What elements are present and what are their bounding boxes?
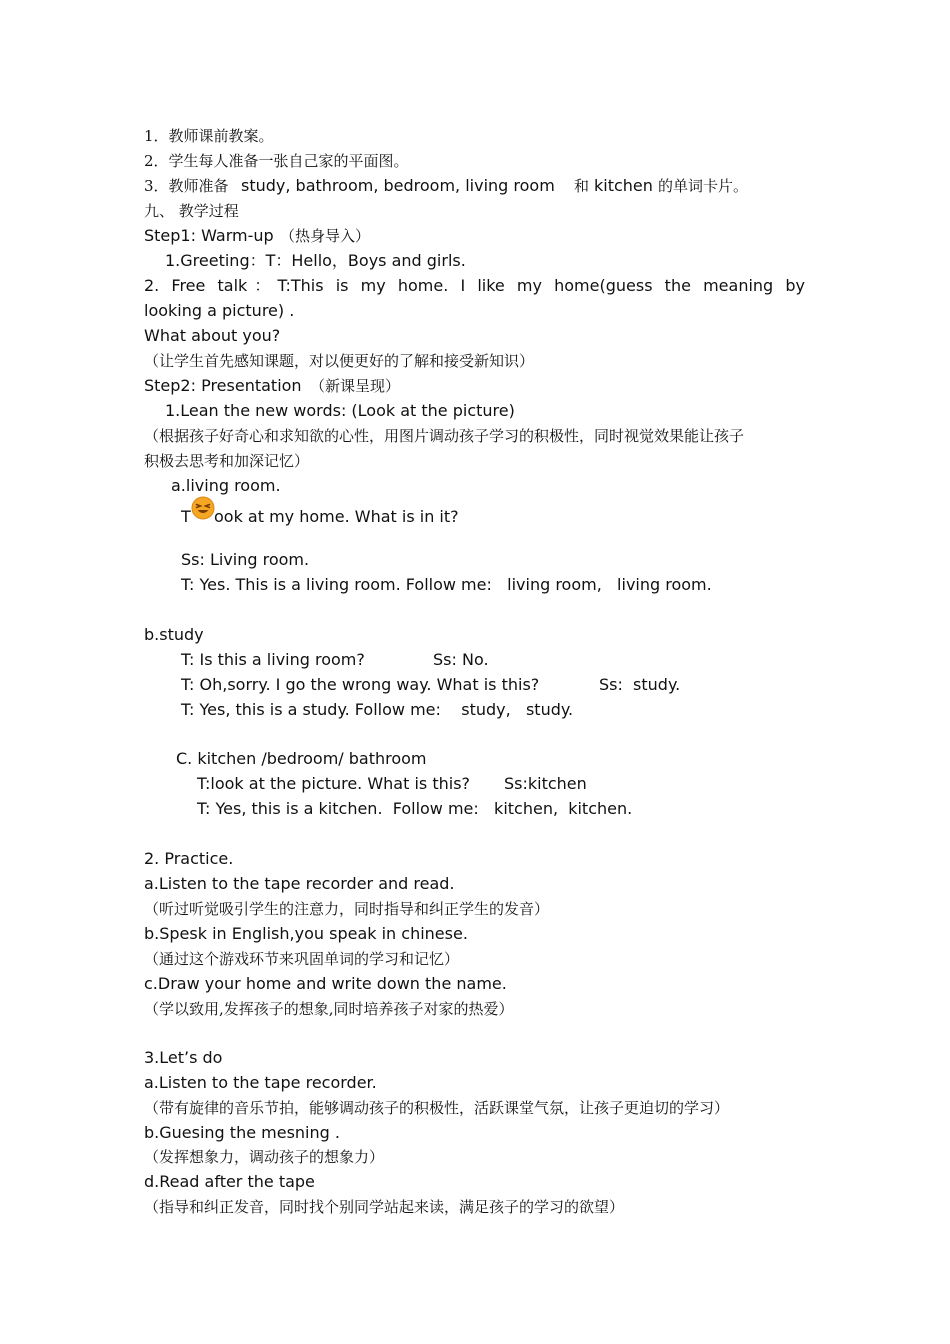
text-line-prep-1: 1．教师课前教案。 [144,127,274,145]
text-line-note-5: （学以致用,发挥孩子的想象,同时培养孩子对家的热爱） [144,1000,514,1018]
text-line-note-6: （带有旋律的音乐节拍，能够调动孩子的积极性，活跃课堂气氛，让孩子更迫切的学习） [144,1099,730,1117]
text-line-t-yes-kitchen: T: Yes, this is a kitchen. Follow me: kitchen, kitchen. [197,799,633,818]
text-line-practice-a: a.Listen to the tape recorder and read. [144,874,455,893]
text-line-note-3: （听过听觉吸引学生的注意力，同时指导和纠正学生的发音） [144,900,550,918]
text-line-t-look-a: T [181,507,191,526]
text-line-step1-cn: （热身导入） [280,227,371,245]
text-line-section-9: 九、 教学过程 [144,202,239,220]
text-line-note-7: （发挥想象力，调动孩子的想象力） [144,1148,385,1166]
text-line-prep-2: 2．学生每人准备一张自己家的平面图。 [144,152,409,170]
text-line-note-2b: 积极去思考和加深记忆） [144,452,310,470]
text-line-note-4: （通过这个游戏环节来巩固单词的学习和记忆） [144,950,460,968]
text-line-prep-3a: 3．教师准备 [144,177,229,195]
grinning-squint-face-icon [191,496,215,520]
text-line-do-a: a.Listen to the tape recorder. [144,1073,377,1092]
text-line-free-talk-1: 2. Free talk：T:This is my home. I like my home(guess the meaning by [144,276,805,295]
text-line-a-living: a.living room. [171,476,281,495]
text-line-practice: 2. Practice. [144,849,234,868]
text-line-practice-b: b.Spesk in English,you speak in chinese. [144,924,468,943]
text-line-step2: Step2: Presentation [144,376,302,395]
text-line-note-8: （指导和纠正发音，同时找个别同学站起来读，满足孩子的学习的欲望） [144,1198,625,1216]
text-line-t-oh-sorry: T: Oh,sorry. I go the wrong way. What is this? [181,675,540,694]
text-line-note-1: （让学生首先感知课题，对以便更好的了解和接受新知识） [144,352,535,370]
text-line-c-kitchen: C. kitchen /bedroom/ bathroom [176,749,427,768]
text-line-ss-kitchen: Ss:kitchen [504,774,587,793]
text-line-do-b: b.Guesing the mesning . [144,1123,340,1142]
text-line-t-yes-living: T: Yes. This is a living room. Follow me: living room, living room. [181,575,712,594]
text-line-free-talk-2: looking a picture) . [144,301,295,320]
text-line-ss-living: Ss: Living room. [181,550,310,569]
text-line-t-look-kitchen: T:look at the picture. What is this? [197,774,471,793]
text-line-prep-3e: 的单词卡片。 [658,177,749,195]
text-line-ss-study: Ss: study. [599,675,681,694]
text-line-greeting: 1.Greeting：T：Hello，Boys and girls. [165,251,466,270]
text-line-t-is-this: T: Is this a living room? [181,650,365,669]
text-line-lets-do: 3.Let’s do [144,1048,223,1067]
text-line-do-d: d.Read after the tape [144,1172,315,1191]
text-line-note-2a: （根据孩子好奇心和求知欲的心性，用图片调动孩子学习的积极性，同时视觉效果能让孩子 [144,427,745,445]
text-line-t-look-b: ook at my home. What is in it? [214,507,459,526]
text-line-lean-words: 1.Lean the new words: (Look at the picture) [165,401,515,420]
text-line-prep-3d: kitchen [594,176,653,195]
text-line-ss-no: Ss: No. [433,650,489,669]
text-line-what-about: What about you? [144,326,281,345]
text-line-step1: Step1: Warm-up [144,226,274,245]
text-line-practice-c: c.Draw your home and write down the name. [144,974,507,993]
text-line-b-study: b.study [144,625,204,644]
text-line-step2-cn: （新课呈现） [310,377,401,395]
text-line-prep-3b: study, bathroom, bedroom, living room [241,176,555,195]
text-line-prep-3c: 和 [574,177,590,195]
text-line-t-yes-study: T: Yes, this is a study. Follow me: study, study. [181,700,574,719]
